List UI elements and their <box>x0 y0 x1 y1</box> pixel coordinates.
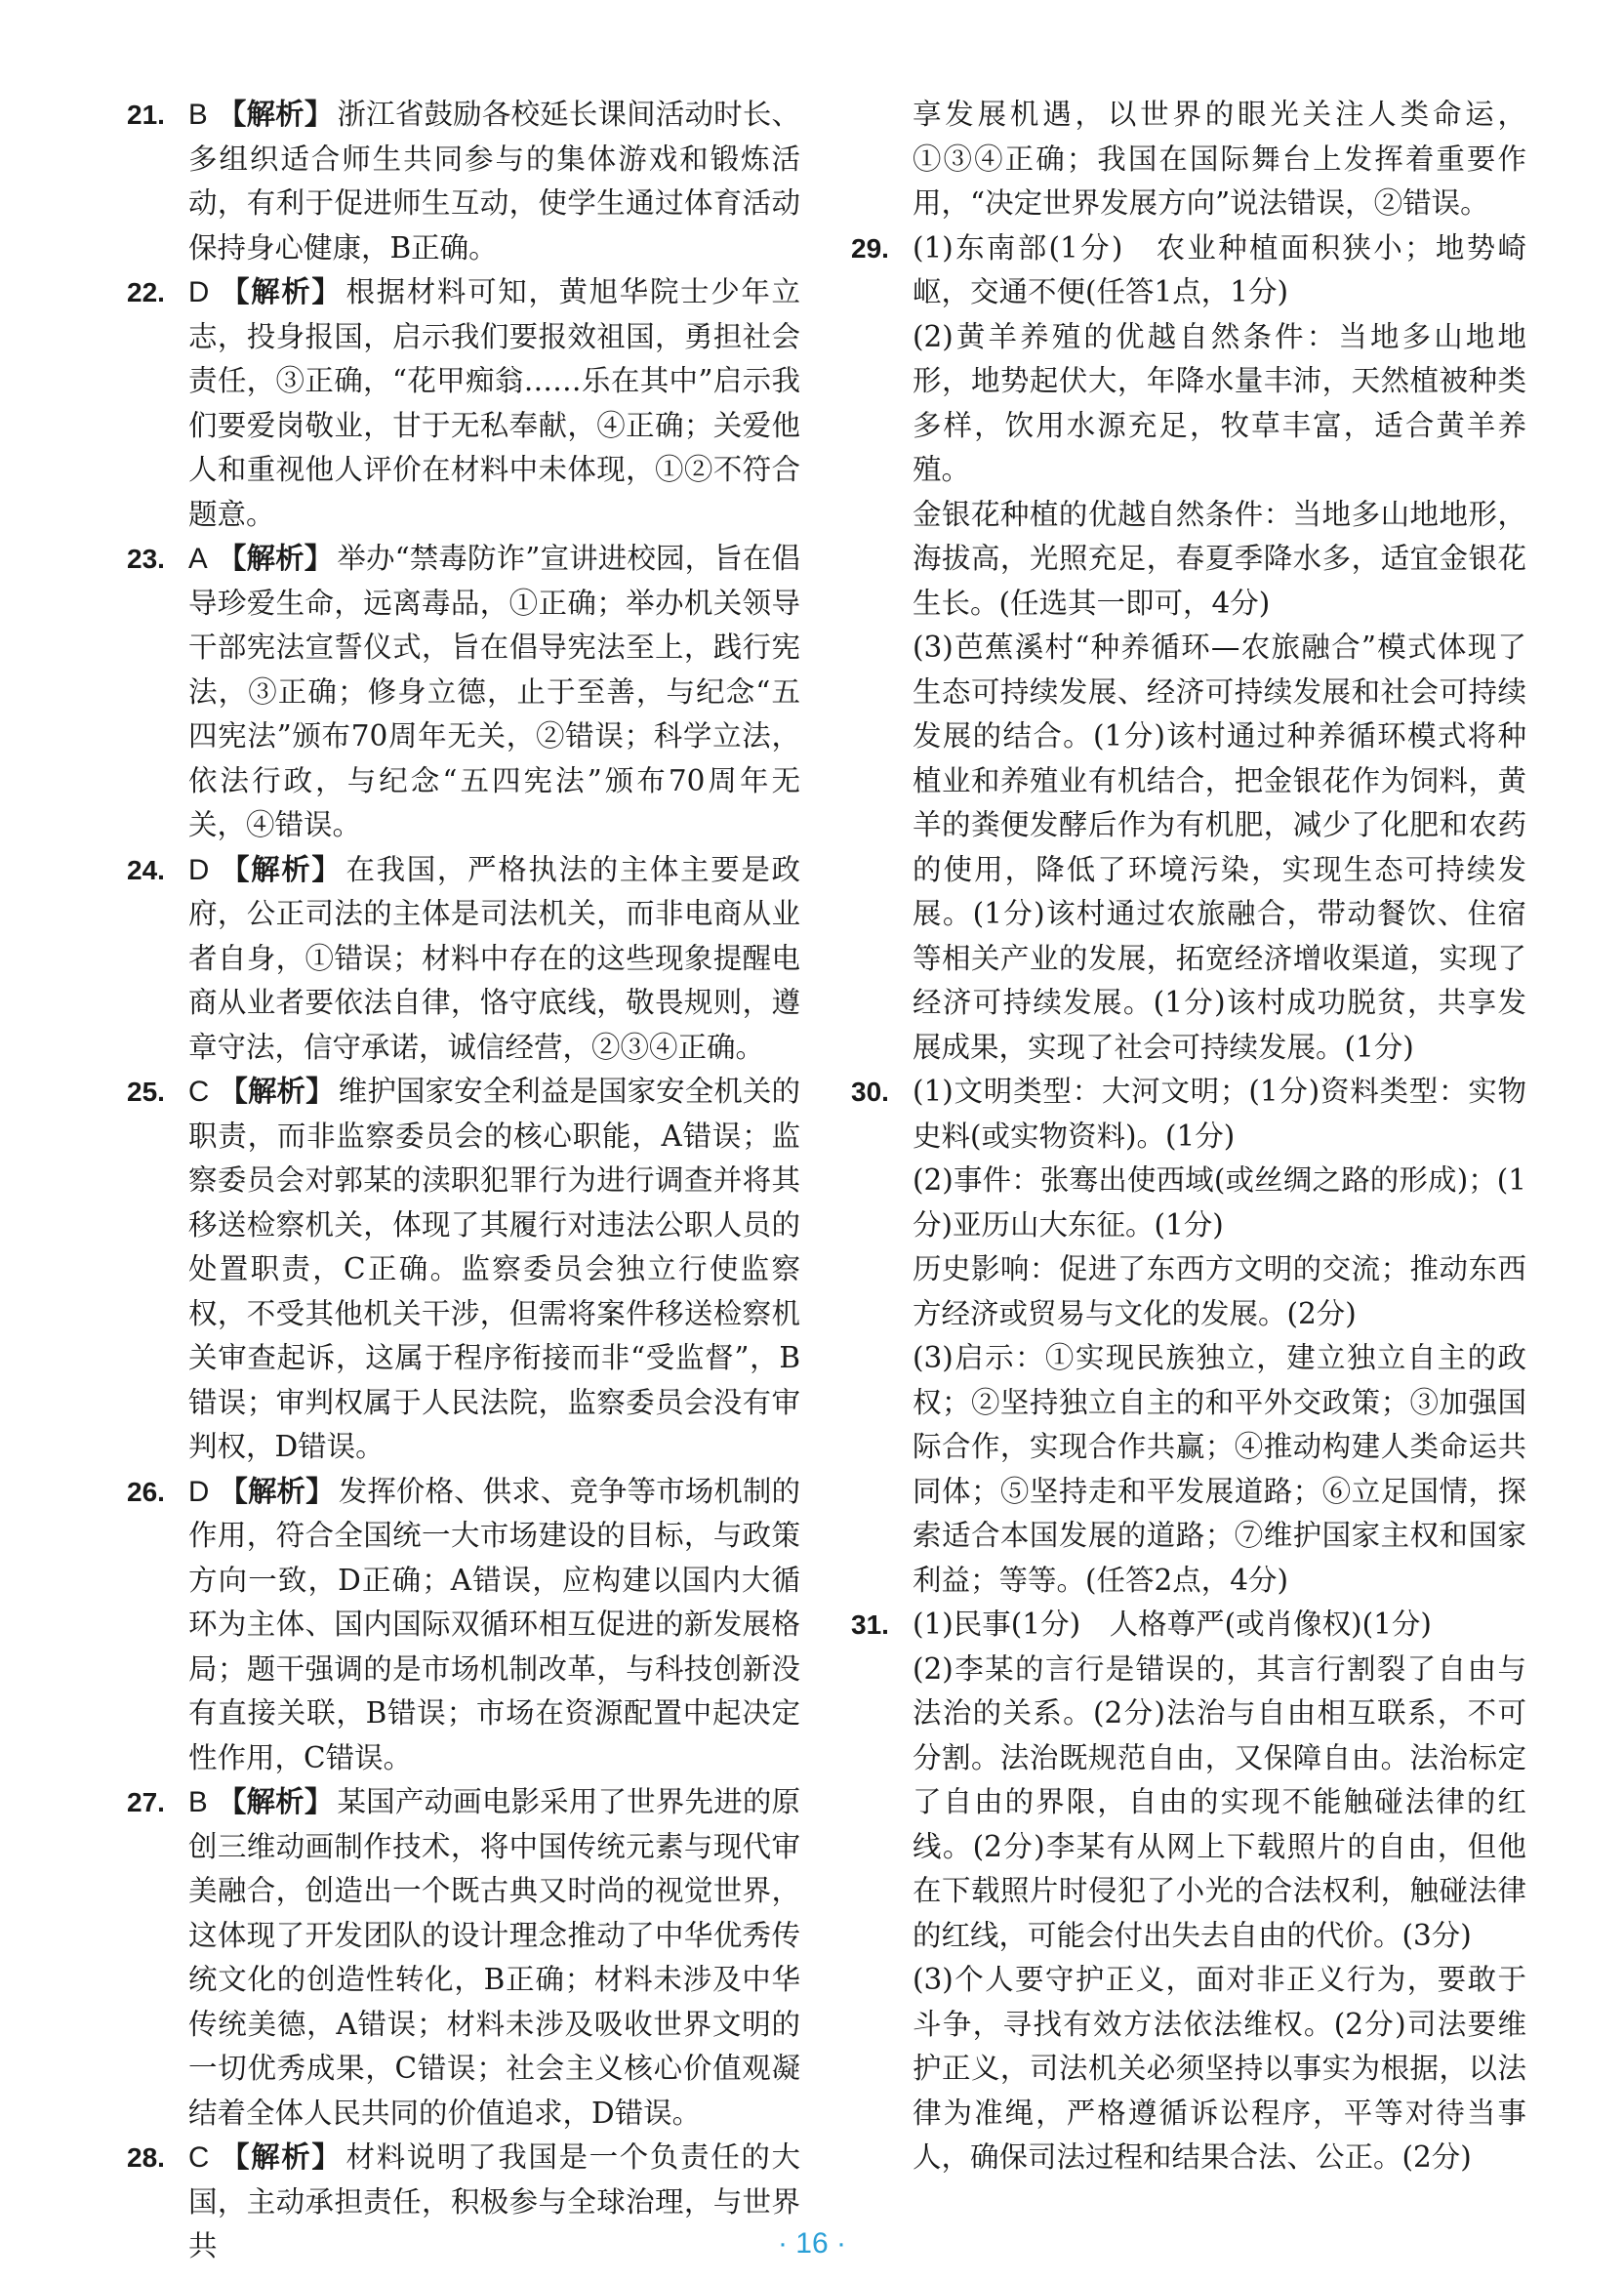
left-column <box>127 93 800 2269</box>
question-number: 29. <box>851 232 889 264</box>
analysis-tag: 【解析】 <box>219 1474 335 1508</box>
analysis-tag: 【解析】 <box>217 1785 334 1818</box>
analysis-text: 根据材料可知，黄旭华院士少年立志，投身报国，启示我们要报效祖国，勇担社会责任，③正确，“花甲痴翁……乐在其中”启示我们要爱岗敬业，甘于无私奉献，④正确；关爱他人和重视他人评价在材料中未体现，①②不符合题意。 <box>188 275 800 531</box>
answer-letter: B <box>188 99 208 131</box>
question-number: 28. <box>127 2142 165 2173</box>
answer-item <box>127 270 800 537</box>
question-number: 27. <box>127 1787 165 1817</box>
answer-paragraph: (2)事件：张骞出使西域(或丝绸之路的形成)；(1分)亚历山大东征。(1分) <box>913 1163 1526 1242</box>
answer-item <box>127 848 800 1071</box>
answer-item <box>851 1070 1526 1603</box>
analysis-tag: 【解析】 <box>219 2140 343 2174</box>
question-number: 31. <box>851 1609 889 1640</box>
answer-paragraph: (3)启示：①实现民族独立，建立独立自主的政权；②坚持独立自主的和平外交政策；③加强国际合作，实现合作共赢；④推动构建人类命运共同体；⑤坚持走和平发展道路；⑥立足国情，探索适合本国发展的道路；⑦维护国家主权和国家利益；等等。(任答2点，4分) <box>913 1341 1526 1597</box>
analysis-tag: 【解析】 <box>219 1075 335 1108</box>
question-number: 24. <box>127 854 165 885</box>
analysis-text: 浙江省鼓励各校延长课间活动时长、多组织适合师生共同参与的集体游戏和锻炼活动，有利于促进师生互动，使学生通过体育活动保持身心健康，B正确。 <box>188 98 800 265</box>
question-number: 30. <box>851 1077 889 1107</box>
answer-paragraph: (2)李某的言行是错误的，其言行割裂了自由与法治的关系。(2分)法治与自由相互联系，不可分割。法治既规范自由，又保障自由。法治标定了自由的界限，自由的实现不能触碰法律的红线。(2分)李某有从网上下载照片的自由，但他在下载照片时侵犯了小光的合法权利，触碰法律的红线，可能会付出失去自由的代价。(3分) <box>913 1651 1526 1952</box>
answer-paragraph: 金银花种植的优越自然条件：当地多山地地形，海拔高，光照充足，春夏季降水多，适宜金银花生长。(任选其一即可，4分) <box>913 497 1526 620</box>
analysis-text: 材料说明了我国是一个负责任的大国，主动承担责任，积极参与全球治理，与世界共 <box>188 2140 800 2262</box>
answer-item <box>127 1780 800 2136</box>
continuation-text: 享发展机遇，以世界的眼光关注人类命运，①③④正确；我国在国际舞台上发挥着重要作用，“决定世界发展方向”说法错误，②错误。 <box>913 98 1526 220</box>
answer-item <box>127 537 800 848</box>
answer-paragraph: 历史影响：促进了东西方文明的交流；推动东西方经济或贸易与文化的发展。(2分) <box>913 1252 1526 1330</box>
analysis-text: 某国产动画电影采用了世界先进的原创三维动画制作技术，将中国传统元素与现代审美融合，创造出一个既古典又时尚的视觉世界，这体现了开发团队的设计理念推动了中华优秀传统文化的创造性转化，B正确；材料未涉及中华传统美德，A错误；材料未涉及吸收世界文明的一切优秀成果，C错误；社会主义核心价值观凝结着全体人民共同的价值追求，D错误。 <box>188 1785 800 2130</box>
analysis-text: 在我国，严格执法的主体主要是政府，公正司法的主体是司法机关，而非电商从业者自身，①错误；材料中存在的这些现象提醒电商从业者要依法自律，恪守底线，敬畏规则，遵章守法，信守承诺，诚信经营，②③④正确。 <box>188 852 800 1064</box>
answer-paragraph: (1)民事(1分) 人格尊严(或肖像权)(1分) <box>913 1608 1432 1641</box>
answer-item <box>127 1070 800 1470</box>
question-number: 21. <box>127 100 165 130</box>
answer-letter: D <box>188 276 210 308</box>
analysis-text: 举办“禁毒防诈”宣讲进校园，旨在倡导珍爱生命，远离毒品，①正确；举办机关领导干部宪法宣誓仪式，旨在倡导宪法至上，践行宪法，③正确；修身立德，止于至善，与纪念“五四宪法”颁布70周年无关，②错误；科学立法，依法行政，与纪念“五四宪法”颁布70周年无关，④错误。 <box>188 542 800 841</box>
answer-paragraph: (1)东南部(1分) 农业种植面积狭小；地势崎岖，交通不便(任答1点，1分) <box>913 230 1526 308</box>
answer-letter: D <box>188 853 210 886</box>
answer-paragraph: (2)黄羊养殖的优越自然条件：当地多山地地形，地势起伏大，年降水量丰沛，天然植被种类多样，饮用水源充足，牧草丰富，适合黄羊养殖。 <box>913 319 1526 486</box>
answer-letter: A <box>188 543 208 575</box>
answer-item <box>851 226 1526 1071</box>
question-number: 22. <box>127 277 165 307</box>
answer-letter: C <box>188 1076 210 1108</box>
answer-letter: B <box>188 1786 208 1818</box>
question-number: 26. <box>127 1476 165 1507</box>
analysis-tag: 【解析】 <box>217 542 334 575</box>
page-number: · 16 · <box>777 2227 847 2260</box>
answer-paragraph: (1)文明类型：大河文明；(1分)资料类型：实物史料(或实物资料)。(1分) <box>913 1075 1526 1153</box>
answer-letter: D <box>188 1475 210 1508</box>
answer-letter: C <box>188 2141 210 2174</box>
analysis-tag: 【解析】 <box>217 98 334 131</box>
answer-item <box>851 1603 1526 2180</box>
answer-paragraph: (3)芭蕉溪村“种养循环—农旅融合”模式体现了生态可持续发展、经济可持续发展和社会可持续发展的结合。(1分)该村通过种养循环模式将种植业和养殖业有机结合，把金银花作为饲料，黄羊的粪便发酵后作为有机肥，减少了化肥和农药的使用，降低了环境污染，实现生态可持续发展。(1分)该村通过农旅融合，带动餐饮、住宿等相关产业的发展，拓宽经济增收渠道，实现了经济可持续发展。(1分)该村成功脱贫，共享发展成果，实现了社会可持续发展。(1分) <box>913 631 1526 1064</box>
answer-item <box>127 93 800 270</box>
analysis-tag: 【解析】 <box>219 852 343 886</box>
answer-paragraph: (3)个人要守护正义，面对非正义行为，要敢于斗争，寻找有效方法依法维权。(2分)司法要维护正义，司法机关必须坚持以事实为根据，以法律为准绳，严格遵循诉讼程序，平等对待当事人，确保司法过程和结果合法、公正。(2分) <box>913 1963 1526 2174</box>
analysis-tag: 【解析】 <box>219 275 343 308</box>
question-number: 25. <box>127 1077 165 1107</box>
right-column <box>851 93 1526 2180</box>
analysis-text: 发挥价格、供求、竞争等市场机制的作用，符合全国统一大市场建设的目标，与政策方向一致，D正确；A错误，应构建以国内大循环为主体、国内国际双循环相互促进的新发展格局；题干强调的是市场机制改革，与科技创新没有直接关联，B错误；市场在资源配置中起决定性作用，C错误。 <box>188 1474 800 1774</box>
answer-item <box>127 1470 800 1781</box>
analysis-text: 维护国家安全利益是国家安全机关的职责，而非监察委员会的核心职能，A错误；监察委员会对郭某的渎职犯罪行为进行调查并将其移送检察机关，体现了其履行对违法公职人员的处置职责，C正确。监察委员会独立行使监察权，不受其他机关干涉，但需将案件移送检察机关审查起诉，这属于程序衔接而非“受监督”，B错误；审判权属于人民法院，监察委员会没有审判权，D错误。 <box>188 1075 800 1463</box>
question-number: 23. <box>127 544 165 574</box>
